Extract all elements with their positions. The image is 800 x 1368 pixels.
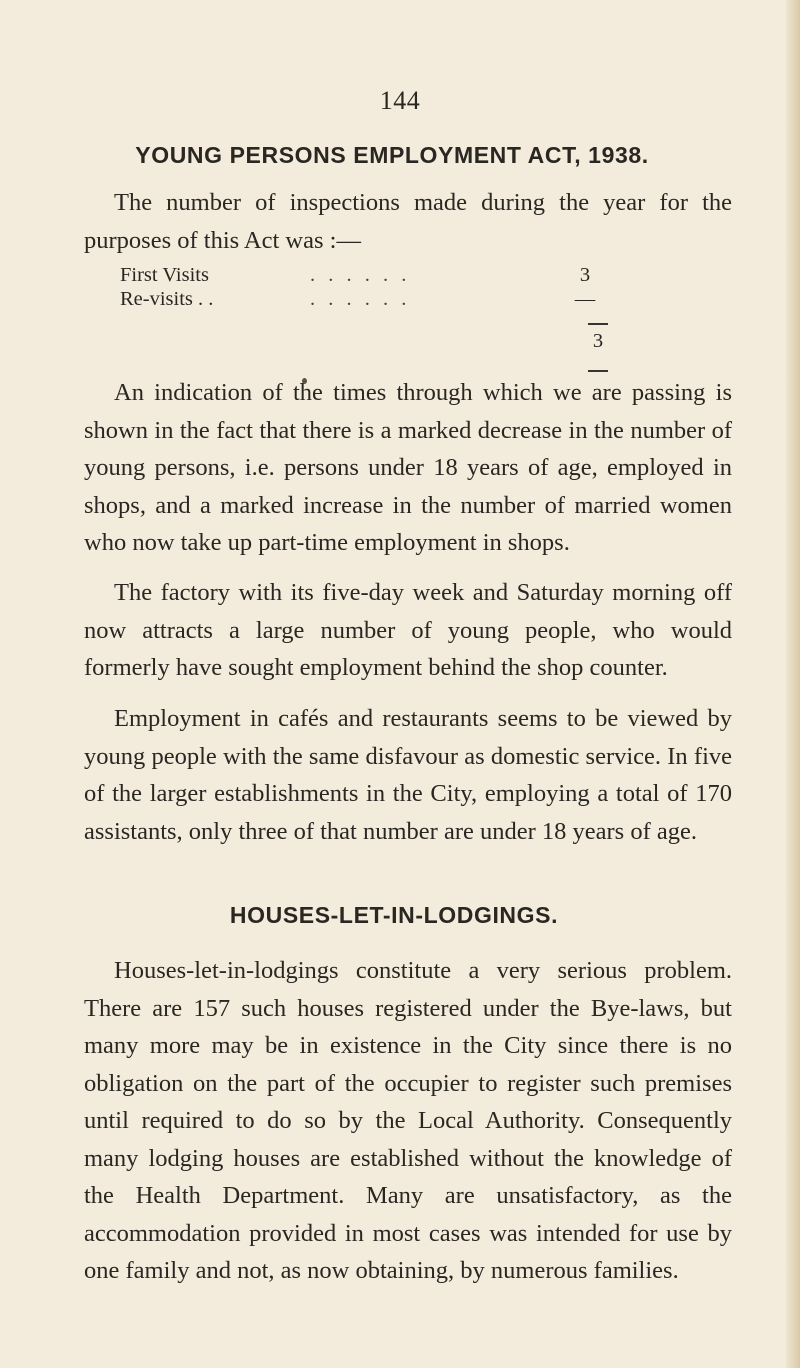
intro-paragraph xyxy=(84,184,732,259)
section-heading-houses-let-in-lodgings: HOUSES-LET-IN-LODGINGS. xyxy=(229,902,559,928)
visit-row-first xyxy=(120,264,600,288)
paragraph-text: The factory with its five-day week and Saturday morning off now attracts a large number of young people, who would formerly have sought employment behind the shop counter. xyxy=(84,579,732,681)
paragraph-text: Houses-let-in-lodgings constitute a very serious problem. There are 157 such houses registered under the Bye-laws, but many more may be in existence in the City since there is no obligation on the part of the occupier to register such premises until required to do so by the Local Authority. Consequently many lodging houses are established without the knowledge of the Health Department. Many are unsatisfactory, as the accommodation provided in most cases was intended for use by one family and not, as now obtaining, by numerous families. xyxy=(84,957,732,1284)
paragraph-cafes xyxy=(84,700,732,850)
section-heading-young-persons: YOUNG PERSONS EMPLOYMENT ACT, 1938. xyxy=(135,142,649,168)
page-number: 144 xyxy=(379,86,421,115)
visit-value: 3 xyxy=(579,264,591,286)
dot-leaders: . . . . . . xyxy=(310,288,411,310)
paragraph-lodgings xyxy=(84,952,732,1290)
visit-value: — xyxy=(574,288,596,310)
visit-row-revisits xyxy=(120,288,600,312)
paragraph-text: An indication of the times through which we are passing is shown in the fact that there is a marked decrease in the number of young persons, i.e. persons under 18 years of age, employed in shops, and a marked increase in the number of married women who now take up part-time employment in shops. xyxy=(84,379,732,556)
paragraph-text: Employment in cafés and restaurants seems to be viewed by young people with the same disfavour as domestic service. In five of the larger establishments in the City, employing a total of 170 assistants, only three of that number are under 18 years of age. xyxy=(84,705,732,845)
visits-total: 3 xyxy=(592,330,604,352)
visit-label: First Visits xyxy=(120,264,209,286)
paragraph-times xyxy=(84,374,732,562)
paragraph-factory xyxy=(84,574,732,687)
page-edge-shadow xyxy=(786,0,800,1368)
total-rule-bottom xyxy=(588,370,608,372)
total-rule-top xyxy=(588,323,608,325)
visit-label: Re-visits . . xyxy=(120,288,214,310)
dot-leaders: . . . . . . xyxy=(310,264,411,286)
visits-table xyxy=(120,264,600,312)
intro-text: The number of inspections made during the year for the purposes of this Act was :— xyxy=(84,189,732,254)
